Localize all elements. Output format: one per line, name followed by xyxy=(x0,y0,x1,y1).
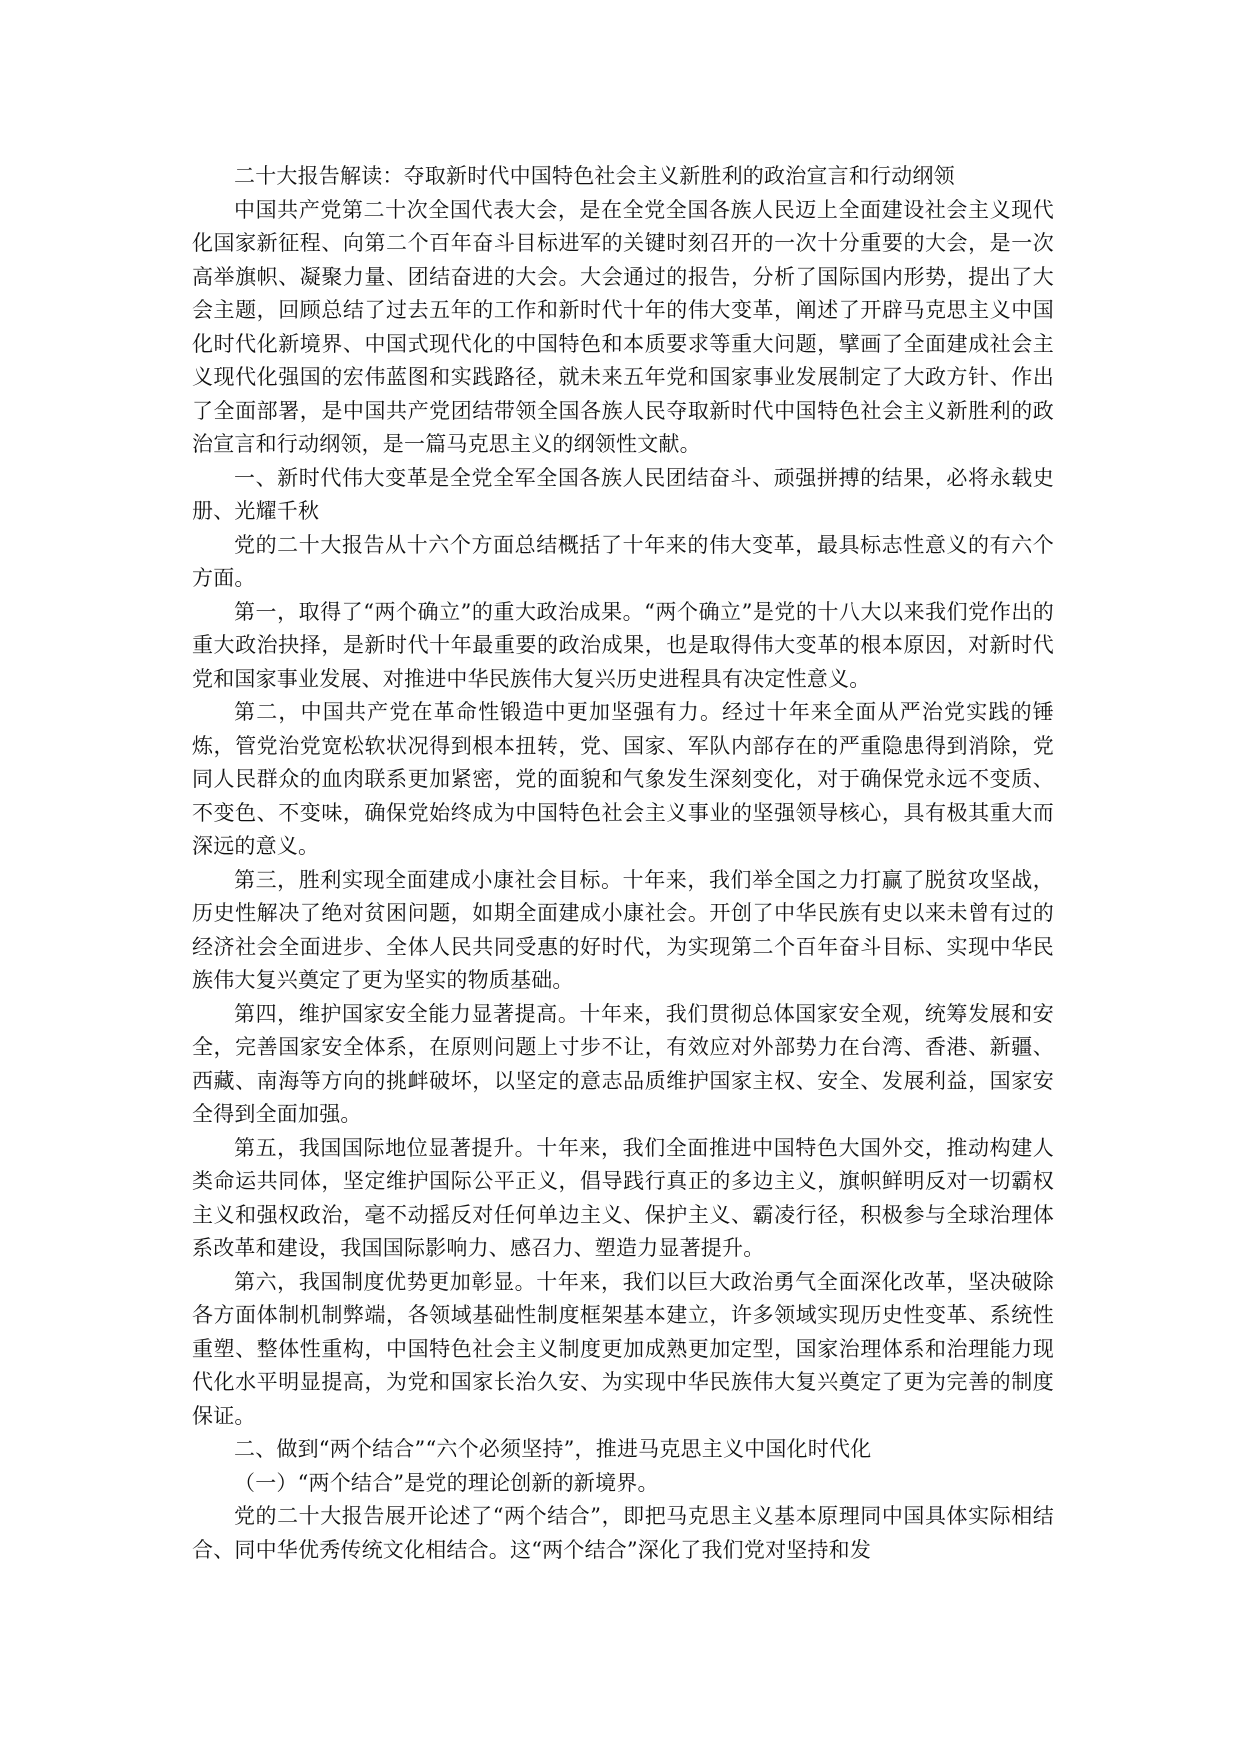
section-heading-1: 一、新时代伟大变革是全党全军全国各族人民团结奋斗、顽强拼搏的结果，必将永载史册、光耀千秋 xyxy=(192,465,1054,523)
paragraph-fifth: 第五，我国国际地位显著提升。十年来，我们全面推进中国特色大国外交，推动构建人类命运共同体，坚定维护国际公平正义，倡导践行真正的多边主义，旗帜鲜明反对一切霸权主义和强权政治，毫不动摇反对任何单边主义、保护主义、霸凌行径，积极参与全球治理体系改革和建设，我国国际影响力、感召力、塑造力显著提升。 xyxy=(192,1135,1054,1260)
paragraph-first: 第一，取得了“两个确立”的重大政治成果。“两个确立”是党的十八大以来我们党作出的重大政治抉择，是新时代十年最重要的政治成果，也是取得伟大变革的根本原因，对新时代党和国家事业发展、对推进中华民族伟大复兴历史进程具有决定性意义。 xyxy=(192,599,1054,691)
paragraph-intro: 中国共产党第二十次全国代表大会，是在全党全国各族人民迈上全面建设社会主义现代化国家新征程、向第二个百年奋斗目标进军的关键时刻召开的一次十分重要的大会，是一次高举旗帜、凝聚力量、团结奋进的大会。大会通过的报告，分析了国际国内形势，提出了大会主题，回顾总结了过去五年的工作和新时代十年的伟大变革，阐述了开辟马克思主义中国化时代化新境界、中国式现代化的中国特色和本质要求等重大问题，擘画了全面建成社会主义现代化强国的宏伟蓝图和实践路径，就未来五年党和国家事业发展制定了大政方针、作出了全面部署，是中国共产党团结带领全国各族人民夺取新时代中国特色社会主义新胜利的政治宣言和行动纲领，是一篇马克思主义的纲领性文献。 xyxy=(192,197,1054,456)
document-body xyxy=(192,160,1054,1567)
section-heading-2: 二、做到“两个结合”“六个必须坚持”，推进马克思主义中国化时代化 xyxy=(234,1437,872,1461)
paragraph-two-combinations: 党的二十大报告展开论述了“两个结合”，即把马克思主义基本原理同中国具体实际相结合、同中华优秀传统文化相结合。这“两个结合”深化了我们党对坚持和发 xyxy=(192,1504,1054,1562)
paragraph-summary: 党的二十大报告从十六个方面总结概括了十年来的伟大变革，最具标志性意义的有六个方面。 xyxy=(192,532,1054,590)
subsection-heading-1: （一）“两个结合”是党的理论创新的新境界。 xyxy=(234,1470,659,1495)
paragraph-second: 第二，中国共产党在革命性锻造中更加坚强有力。经过十年来全面从严治党实践的锤炼，管党治党宽松软状况得到根本扭转，党、国家、军队内部存在的严重隐患得到消除，党同人民群众的血肉联系更加紧密，党的面貌和气象发生深刻变化，对于确保党永远不变质、不变色、不变味，确保党始终成为中国特色社会主义事业的坚强领导核心，具有极其重大而深远的意义。 xyxy=(192,700,1054,858)
paragraph-third: 第三，胜利实现全面建成小康社会目标。十年来，我们举全国之力打赢了脱贫攻坚战，历史性解决了绝对贫困问题，如期全面建成小康社会。开创了中华民族有史以来未曾有过的经济社会全面进步、全体人民共同受惠的好时代，为实现第二个百年奋斗目标、实现中华民族伟大复兴奠定了更为坚实的物质基础。 xyxy=(192,867,1054,992)
document-title: 二十大报告解读：夺取新时代中国特色社会主义新胜利的政治宣言和行动纲领 xyxy=(234,164,955,188)
paragraph-sixth: 第六，我国制度优势更加彰显。十年来，我们以巨大政治勇气全面深化改革，坚决破除各方面体制机制弊端，各领域基础性制度框架基本建立，许多领域实现历史性变革、系统性重塑、整体性重构，中国特色社会主义制度更加成熟更加定型，国家治理体系和治理能力现代化水平明显提高，为党和国家长治久安、为实现中华民族伟大复兴奠定了更为完善的制度保证。 xyxy=(192,1269,1054,1428)
paragraph-fourth: 第四，维护国家安全能力显著提高。十年来，我们贯彻总体国家安全观，统筹发展和安全，完善国家安全体系，在原则问题上寸步不让，有效应对外部势力在台湾、香港、新疆、西藏、南海等方向的挑衅破坏，以坚定的意志品质维护国家主权、安全、发展利益，国家安全得到全面加强。 xyxy=(192,1001,1054,1126)
